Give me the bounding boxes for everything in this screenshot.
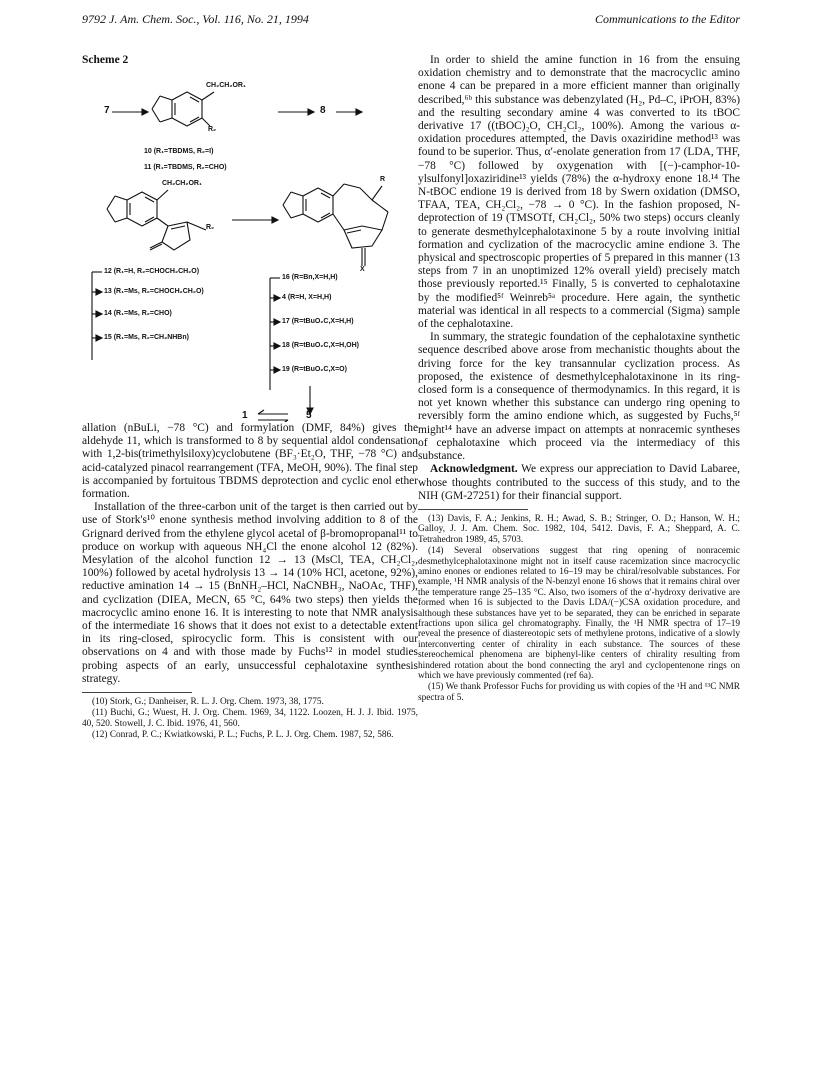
label-compound-12: 12 (R₁=H, R₂=CHOCH₂CH₂O)	[104, 268, 200, 275]
substituent-r2-mid: R₂	[206, 224, 215, 231]
compound-7: 7	[104, 105, 110, 116]
references-right	[418, 514, 740, 703]
label-compound-13: 13 (R₁=Ms, R₂=CHOCH₂CH₂O)	[104, 288, 204, 295]
substituent-r2-top: R₂	[208, 126, 217, 133]
running-header-right: Communications to the Editor	[595, 12, 740, 26]
substituent-top: CH₂CH₂OR₁	[206, 82, 246, 89]
label-compound-18: 18 (R=tBuO₂C,X=H,OH)	[282, 342, 360, 349]
label-compound-15: 15 (R₁=Ms, R₂=CH₂NHBn)	[104, 334, 189, 341]
running-header-left: 9792 J. Am. Chem. Soc., Vol. 116, No. 21, 1994	[82, 12, 309, 26]
compound-8: 8	[320, 105, 326, 116]
label-compound-11: 11 (R₁=TBDMS, R₂=CHO)	[144, 164, 227, 171]
label-compound-19: 19 (R=tBuO₂C,X=O)	[282, 366, 347, 373]
label-compound-14: 14 (R₁=Ms, R₂=CHO)	[104, 310, 172, 317]
references-left	[82, 697, 418, 741]
reference-14: (14) Several observations suggest that ring opening of nonracemic desmethylcephalotaxinone might not in itself cause racemization since macrocyclic amino enones or endiones related to 16–19 may be chiral/resolvable substances. For example, ¹H NMR analysis of the N-benzyl enone 16 shows that it remains chiral over the temperature range 25–135 °C. Also, two isomers of the α′-hydroxy derivative are formed when 16 is subjected to the Davis LDA/(−)CSA oxidation procedure, and although these substances have yet to be separated, they can be enriched in separate fractions upon silica gel chromatography. Finally, the ¹H NMR spectra of 17–19 reveal the presence of diastereotopic sets of methylene protons, indicative of a slowly interconverting center of chirality in each substance. The sources of these stereochemical phenomena are biphenyl-like centers of chirality resulting from hindered rotation about the bond connecting the aryl and cyclopentenone rings on which we have previously commented (ref 6a).	[418, 546, 740, 681]
acknowledgment-title: Acknowledgment.	[430, 463, 518, 476]
footnote-rule-right	[418, 509, 528, 510]
reference-13: (13) Davis, F. A.; Jenkins, R. H.; Awad, S. B.; Stringer, O. D.; Hanson, W. H.; Galloy, J. J. Am. Chem. Soc. 1982, 104, 5412. Davis, F. A.; Sheppard, A. C. Tetrahedron 1989, 45, 5703.	[418, 513, 740, 545]
reference-10: (10) Stork, G.; Danheiser, R. L. J. Org. Chem. 1973, 38, 1775.	[92, 697, 324, 708]
compound-5: 5	[306, 410, 312, 421]
scheme-figure	[82, 70, 418, 422]
scheme-structures	[82, 70, 418, 422]
left-column	[82, 54, 418, 742]
label-compound-16: 16 (R=Bn,X=H,H)	[282, 274, 338, 281]
reference-12: (12) Conrad, P. C.; Kwiatkowski, P. L.; Fuchs, P. L. J. Org. Chem. 1987, 52, 586.	[92, 730, 394, 741]
paragraph-right-2: In summary, the strategic foundation of the cephalotaxine synthetic sequence described above arose from mechanistic thoughts about the driving force for the key transannular cyclization process. As proposed, the existence of desmethylcephalotaxinone in its ring-closed form is a consequence of thermodynamics. In this regard, it is not yet known whether this substance can undergo ring opening to reversibly form the amino endione which, as suggested by Fuchs,⁵ᶠ might¹⁴ have an adverse impact on attempts at nonracemic syntheses of cephalotaxine which proceed via the intermediacy of this substance.	[418, 331, 740, 463]
paragraph-left-2: Installation of the three-carbon unit of the target is then carried out by use of Stork's¹⁰ enone synthesis method involving addition to 8 of the Grignard derived from the ethylene glycol acetal of β-bromopropanal¹¹ to produce on workup with aqueous NH₄Cl the enone alcohol 12 (82%). Mesylation of the alcohol function 12 → 13 (MsCl, TEA, CH₂Cl₂, 100%) followed by acetal hydrolysis 13 → 14 (10% HCl, acetone, 92%), reductive amination 14 → 15 (BnNH₂–HCl, NaCNBH₃, NaOAc, THF), and cyclization (DIEA, MeCN, 65 °C, 64% two steps) then yields the macrocyclic amino enone 16. It is interesting to note that NMR analysis of the intermediate 16 shows that it does not exist to a detectable extent in its ring-closed, spirocyclic form. This is consistent with our observations on 4 and with those made by Fuchs¹² in model studies probing aspects of an early, unsuccessful cephalotaxine synthesis strategy.	[82, 501, 418, 685]
scheme-title: Scheme 2	[82, 54, 129, 66]
label-compound-17: 17 (R=tBuO₂C,X=H,H)	[282, 318, 354, 325]
substituent-mid: CH₂CH₂OR₁	[162, 180, 202, 187]
substituent-r: R	[380, 176, 386, 183]
paragraph-right-1: In order to shield the amine function in 16 from the ensuing oxidation chemistry and to demonstrate that the macrocyclic amino enone 4 can be prepared in a more efficient manner than originally described,⁶ᵇ this substance was debenzylated (H₂, Pd–C, iPrOH, 83%) and the resulting secondary amine 4 was converted to its tBOC derivative 17 ((tBOC)₂O, CH₂Cl₂, 100%). Among the various α-oxidation procedures attempted, the Davis oxaziridine method¹³ was found to be superior. Thus, α′-enolate generation from 17 (LDA, THF, −78 °C) followed by oxygenation with [(−)-camphor-10-ylsulfonyl]oxaziridine¹³ yields (78%) the α-hydroxy enone 18.¹⁴ The N-tBOC endione 19 is derived from 18 by Swern oxidation (DMSO, TFAA, TEA, CH₂Cl₂, −78 → 0 °C). In the fashion proposed, N-deprotection of 19 (TMSOTf, CH₂Cl₂, 50% two steps) occurs cleanly to generate desmethylcephalotaxinone 5 by a route involving initial formation and cyclization of the macrocyclic amine endione 3. The physical and spectroscopic properties of 5 prepared in this manner (13 steps from 7 in an unoptimized 12% overall yield) precisely match those previously reported.¹⁵ Finally, 5 is converted to cephalotaxine by the modified⁵ᶠ Weinreb⁵ᵃ procedure. Here again, the synthetic material was identical in all respects to a commercial (Sigma) sample of the cephalotaxine.	[418, 54, 740, 331]
footnote-rule-left	[82, 692, 192, 693]
paragraph-left-1: allation (nBuLi, −78 °C) and formylation (DMF, 84%) gives the aldehyde 11, which is transformed to 8 by sequential aldol condensation with 1,2-bis(trimethylsiloxy)cyclobutene (BF₃·Et₂O, THF, −78 °C) and acid-catalyzed pinacol rearrangement (TFA, MeOH, 90%). The final step is accompanied by fortuitous TBDMS deprotection and cyclic enol ether formation.	[82, 422, 418, 501]
label-compound-10: 10 (R₁=TBDMS, R₂=I)	[144, 148, 214, 155]
right-column	[418, 54, 740, 704]
acknowledgment-text: We express our appreciation to David Labaree, whose thoughts contributed to the success of this study, and to the NIH (GM-27251) for their financial support.	[418, 463, 740, 502]
reference-15: (15) We thank Professor Fuchs for providing us with copies of the ¹H and ¹³C NMR spectra of 5.	[418, 682, 740, 703]
compound-1: 1	[242, 410, 248, 421]
label-compound-4: 4 (R=H, X=H,H)	[282, 294, 332, 301]
substituent-x: X	[360, 266, 365, 273]
acknowledgment	[418, 463, 740, 503]
reference-11: (11) Buchi, G.; Wuest, H. J. Org. Chem. 1969, 34, 1122. Loozen, H. J. J. Ibid. 1975, 40, 520. Stowell, J. C. Ibid. 1976, 41, 560.	[82, 708, 418, 729]
